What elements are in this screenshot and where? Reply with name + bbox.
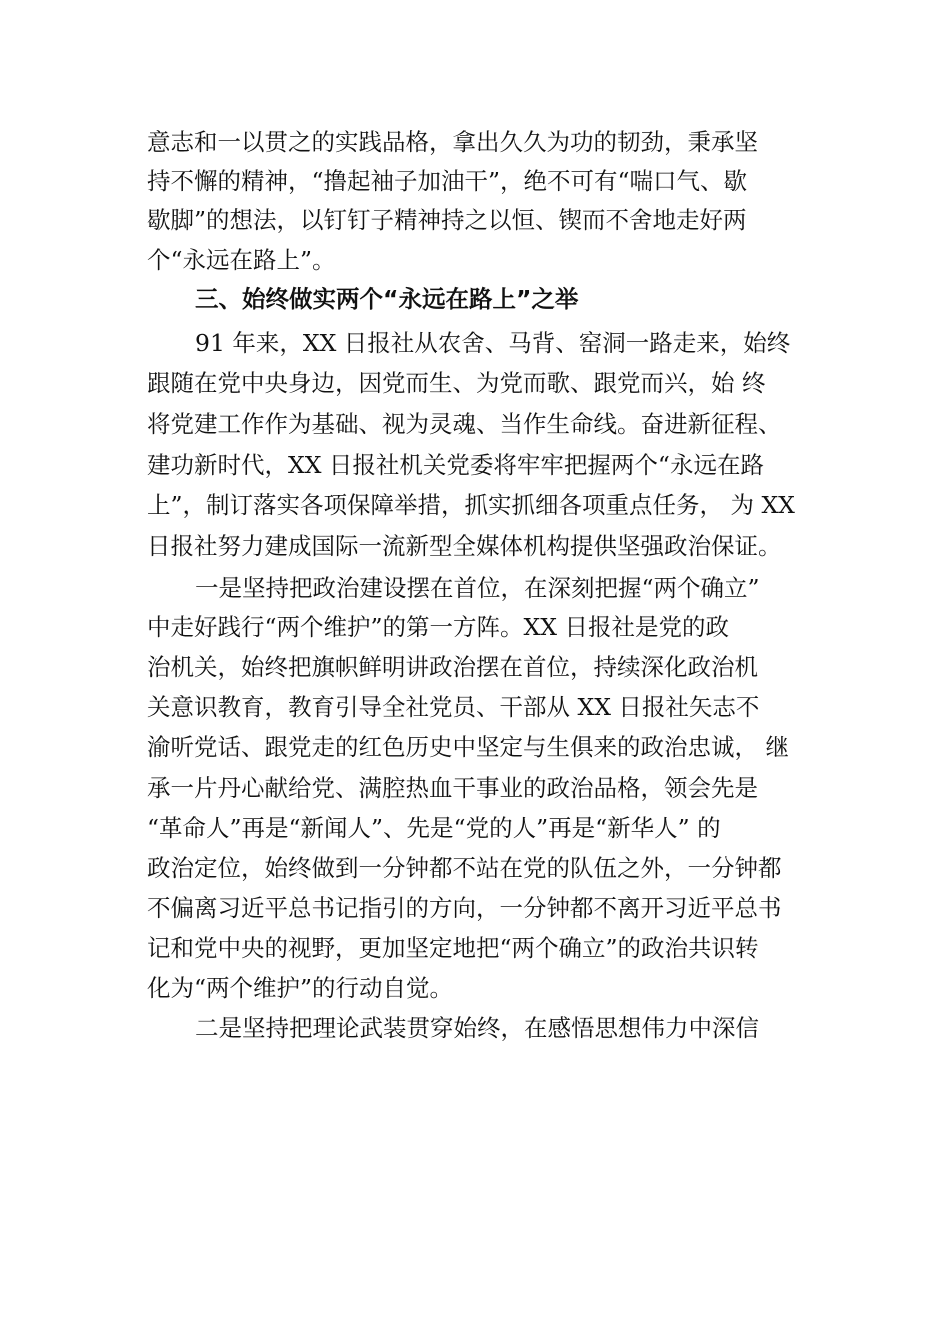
paragraph-line: 中走好践行“两个维护”的第一方阵。XX 日报社是党的政 (147, 613, 729, 641)
paragraph-line: 歇脚”的想法，以钉钉子精神持之以恒、锲而不舍地走好两 (147, 206, 747, 234)
section-heading: 三、始终做实两个“永远在路上”之举 (195, 285, 579, 313)
paragraph-line: 日报社努力建成国际一流新型全媒体机构提供坚强政治保证。 (147, 532, 782, 560)
paragraph-line: 跟随在党中央身边，因党而生、为党而歌、跟党而兴，始 终 (147, 369, 766, 397)
paragraph-line: 持不懈的精神，“撸起袖子加油干”，绝不可有“喘口气、歇 (147, 167, 748, 195)
paragraph-line: 不偏离习近平总书记指引的方向，一分钟都不离开习近平总书 (147, 894, 782, 922)
paragraph-line: 治机关，始终把旗帜鲜明讲政治摆在首位，持续深化政治机 (147, 653, 758, 681)
paragraph-line: 承一片丹心献给党、满腔热血干事业的政治品格，领会先是 (147, 774, 758, 802)
paragraph-line: 上”，制订落实各项保障举措，抓实抓细各项重点任务， 为 XX (147, 491, 795, 519)
paragraph-line: 91 年来，XX 日报社从农舍、马背、窑洞一路走来，始终 (195, 329, 791, 357)
paragraph-line: 将党建工作作为基础、视为灵魂、当作生命线。奋进新征程、 (147, 410, 782, 438)
paragraph-line: 记和党中央的视野，更加坚定地把“两个确立”的政治共识转 (147, 934, 759, 962)
paragraph-line: 建功新时代，XX 日报社机关党委将牢牢把握两个“永远在路 (147, 451, 764, 479)
paragraph-line: “革命人”再是“新闻人”、先是“党的人”再是“新华人” 的 (147, 814, 721, 842)
paragraph-line: 关意识教育，教育引导全社党员、干部从 XX 日报社矢志不 (147, 693, 760, 721)
paragraph-line: 一是坚持把政治建设摆在首位，在深刻把握“两个确立” (195, 574, 760, 602)
paragraph-line: 政治定位，始终做到一分钟都不站在党的队伍之外，一分钟都 (147, 854, 782, 882)
paragraph-line: 化为“两个维护”的行动自觉。 (147, 974, 454, 1002)
paragraph-line: 个“永远在路上”。 (147, 246, 336, 274)
paragraph-line: 意志和一以贯之的实践品格，拿出久久为功的韧劲，秉承坚 (147, 128, 758, 156)
paragraph-line: 渝听党话、跟党走的红色历史中坚定与生俱来的政治忠诚， 继 (147, 733, 789, 761)
paragraph-line: 二是坚持把理论武装贯穿始终，在感悟思想伟力中深信 (195, 1014, 759, 1042)
